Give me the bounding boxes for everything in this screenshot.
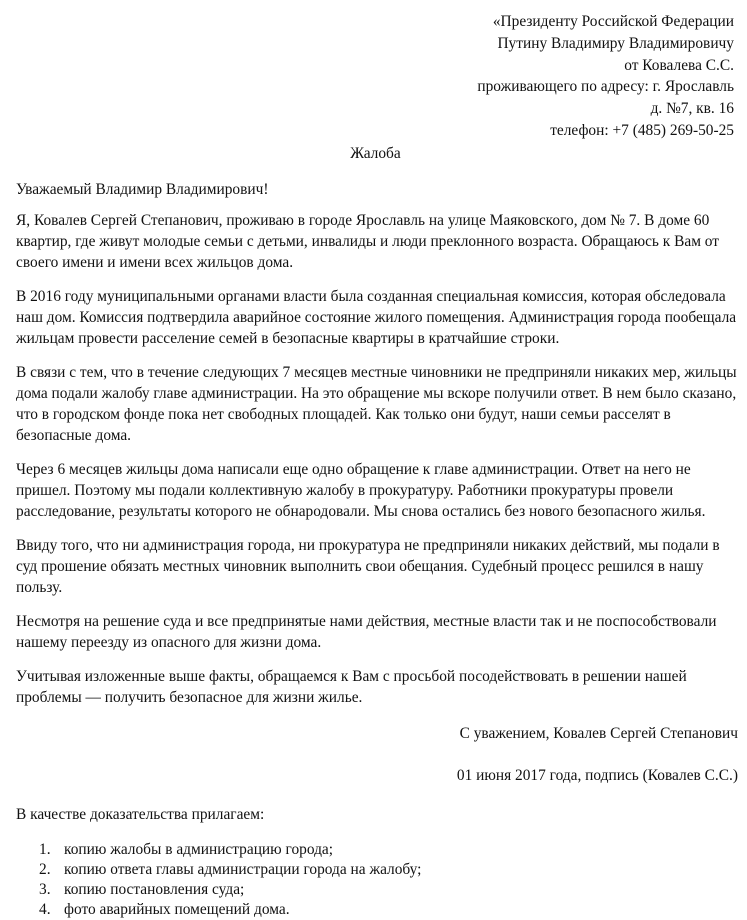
list-item-text: копию постановления суда; <box>64 881 245 898</box>
paragraph-5: Ввиду того, что ни администрация города, ни прокуратура не предприняли никаких действий, мы подали в суд прошение обязать местных чиновник выполнить свои обещания. Судебный процесс решился в нашу пользу. <box>16 537 720 596</box>
date-signature-line: 01 июня 2017 года, подпись (Ковалев С.С.) <box>456 767 738 784</box>
phone-line: телефон: +7 (485) 269-50-25 <box>550 121 734 139</box>
paragraph-6: Несмотря на решение суда и все предпринятые нами действия, местные власти так и не поспособствовали нашему переезду из опасного для жизни дома. <box>16 613 717 651</box>
paragraph-7: Учитывая изложенные выше факты, обращаемся к Вам с просьбой посодействовать в решении нашей проблемы — получить безопасное для жизни жилье. <box>16 668 687 706</box>
list-item-text: копию жалобы в администрацию города; <box>64 841 334 858</box>
letter-body <box>16 179 738 920</box>
addressee-line: «Президенту Российской Федерации <box>492 13 734 30</box>
list-item-number: 2. <box>39 861 51 878</box>
house-line: д. №7, кв. 16 <box>650 100 734 118</box>
list-item-number: 4. <box>39 901 51 918</box>
paragraph-1: Я, Ковалев Сергей Степанович, проживаю в городе Ярославль на улице Маяковского, дом № 7. В доме 60 квартир, где живут молодые семьи с детьми, инвалиды и люди преклонного возраста. Обращаюсь к Вам от своего имени и имени всех жильцов дома. <box>16 212 720 271</box>
paragraph-4: Через 6 месяцев жильцы дома написали еще одно обращение к главе администрации. Ответ на него не пришел. Поэтому мы подали коллективную жалобу в прокуратуру. Работники прокуратуры провели расследование, результаты которого не обнародовали. Мы снова остались без нового безопасного жилья. <box>16 461 706 520</box>
list-item <box>16 880 738 900</box>
document-title: Жалоба <box>350 145 401 162</box>
list-item-text: копию ответа главы администрации города на жалобу; <box>64 861 422 878</box>
list-item-number: 3. <box>39 881 51 898</box>
list-item <box>16 900 738 920</box>
list-item-number: 1. <box>39 841 51 858</box>
addressee-name: Путину Владимиру Владимировичу <box>497 34 734 52</box>
address-line: проживающего по адресу: г. Ярославль <box>477 78 734 96</box>
attachments-title: В качестве доказательства прилагаем: <box>16 806 265 823</box>
list-item-text: фото аварийных помещений дома. <box>64 901 290 918</box>
list-item <box>16 840 738 860</box>
attachments-list <box>16 840 738 920</box>
addressee-block <box>477 11 734 142</box>
sender-line: от Ковалева С.С. <box>624 56 734 74</box>
paragraph-2: В 2016 году муниципальными органами власти была созданная специальная комиссия, которая обследовала наш дом. Комиссия подтвердила аварийное состояние жилого помещения. Администрация города пообещала жильцам провести расселение семей в безопасные квартиры в кратчайшие строки. <box>16 288 737 347</box>
list-item <box>16 860 738 880</box>
signature: С уважением, Ковалев Сергей Степанович <box>459 725 738 742</box>
salutation: Уважаемый Владимир Владимирович! <box>16 181 269 198</box>
paragraph-3: В связи с тем, что в течение следующих 7 месяцев местные чиновники не предприняли никаких мер, жильцы дома подали жалобу главе администрации. На это обращение мы вскоре получили ответ. В нем было сказано, что в городском фонде пока нет свободных площадей. Как только они будут, наши семьи расселят в безопасные дома. <box>16 364 737 444</box>
